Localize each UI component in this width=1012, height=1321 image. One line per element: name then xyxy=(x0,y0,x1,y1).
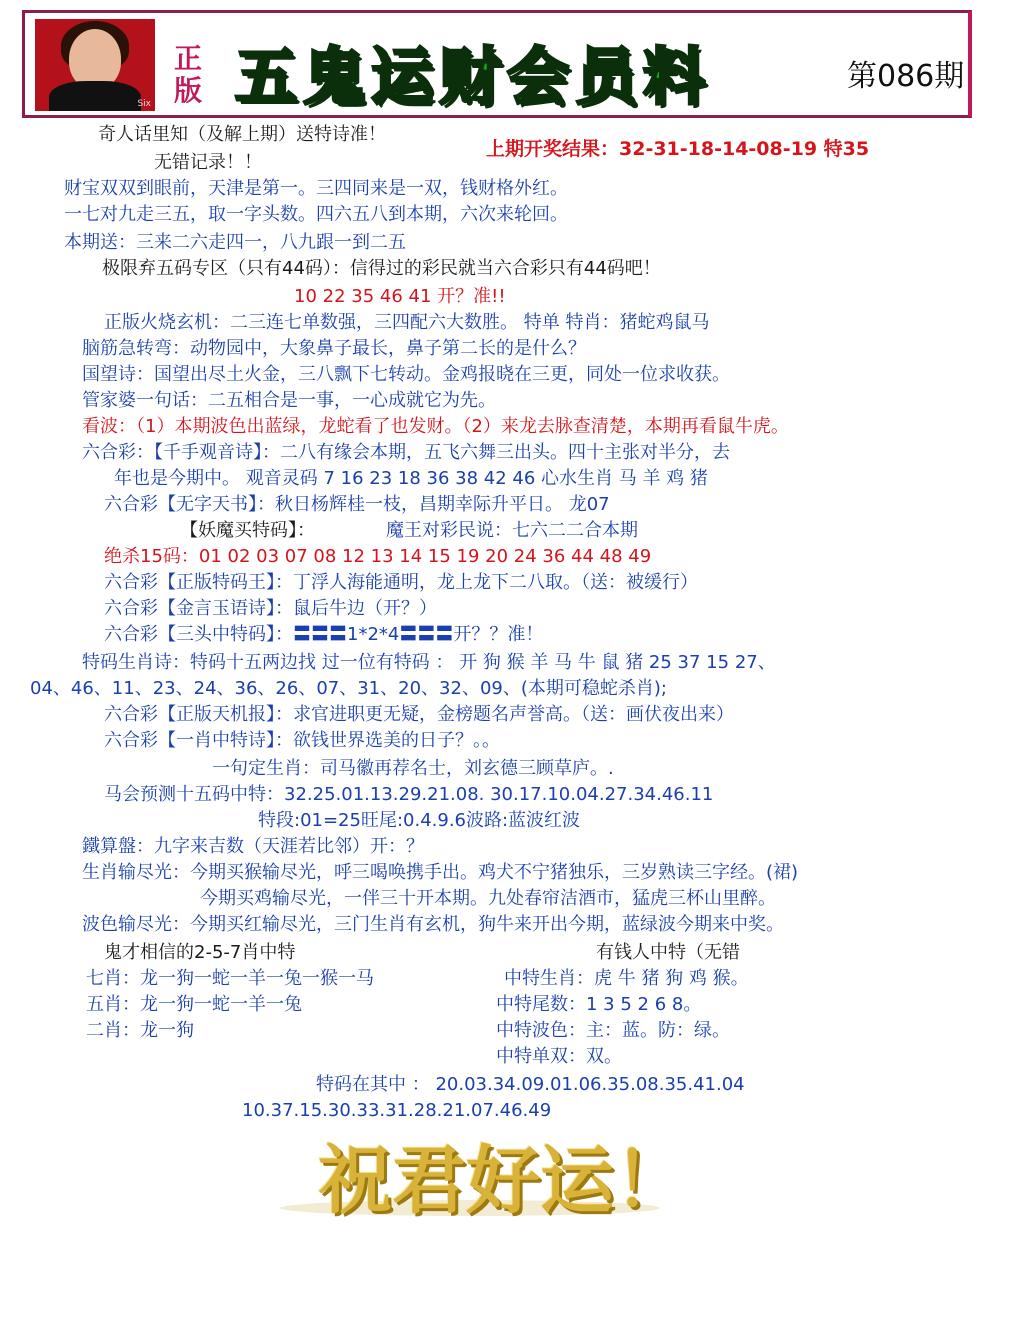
brain-teaser: 脑筋急转弯：动物园中，大象鼻子最长，鼻子第二长的是什么？ xyxy=(82,338,586,359)
one-sentence-zodiac: 一句定生肖：司马徽再荐名士，刘玄德三顾草庐。. xyxy=(212,758,614,779)
no-error-record: 无错记录！！ xyxy=(154,152,262,173)
special-code-list-1: 特码在其中 ： 20.03.34.09.01.06.35.08.35.41.04 xyxy=(316,1074,745,1095)
abandon-five-zone: 极限弃五码专区（只有44码）：信得过的彩民就当六合彩只有44码吧！ xyxy=(102,258,661,279)
special-zodiac: 中特生肖：虎 牛 猪 狗 鸡 猴。 xyxy=(504,968,749,989)
good-luck-blessing: 祝君好运！ xyxy=(318,1138,688,1224)
guanyin-poem-1: 六合彩：【千手观音诗】：二八有缘会本期，五飞六舞三出头。四十主张对半分，去 xyxy=(82,442,730,463)
rich-title: 有钱人中特（无错 xyxy=(596,942,740,963)
demon-buy-label: 【妖魔买特码】： xyxy=(180,520,315,541)
special-code-list-2: 10.37.15.30.33.31.28.21.07.46.49 xyxy=(242,1100,552,1121)
seven-zodiac: 七肖：龙一狗一蛇一羊一兔一猴一马 xyxy=(86,968,374,989)
five-zodiac: 五肖：龙一狗一蛇一羊一兔 xyxy=(86,994,302,1015)
wave-tip: 看波：（1）本期波色出蓝绿，龙蛇看了也发财。（2）来龙去脉查清楚，本期再看鼠牛虎。 xyxy=(82,416,789,437)
guowang-poem: 国望诗：国望出尽土火金，三八飘下七转动。金鸡报晓在三更，同处一位求收获。 xyxy=(82,364,730,385)
last-result: 上期开奖结果：32-31-18-14-08-19 特35 xyxy=(486,138,870,160)
three-head-code: 六合彩【三头中特码】：〓〓〓1*2*4〓〓〓开？？准！ xyxy=(104,624,544,645)
zodiac-poem-1: 特码生肖诗：特码十五两边找 过一位有特码 ： 开 狗 猴 羊 马 牛 鼠 猪 25 37 15 27、 xyxy=(82,652,776,673)
issue-number: 第086期 xyxy=(847,59,965,94)
special-tail: 中特尾数：1 3 5 2 6 8。 xyxy=(496,994,702,1015)
special-wave: 中特波色：主：蓝。防：绿。 xyxy=(496,1020,730,1041)
special-code-king: 六合彩【正版特码王】：丁浮人海能通明，龙上龙下二八取。（送：被缓行） xyxy=(104,572,698,593)
page-title: 五鬼运财会员料 xyxy=(235,40,712,113)
iron-abacus: 鐵算盤：九字来吉数（天涯若比邻）开：？ xyxy=(82,836,424,857)
portrait-body xyxy=(49,81,141,111)
two-zodiac: 二肖：龙一狗 xyxy=(86,1020,194,1041)
horse-club-forecast: 马会预测十五码中特：32.25.01.13.29.21.08. 30.17.10.04.27.34.46.11 xyxy=(104,784,714,805)
zodiac-lose-1: 生肖输尽光：今期买猴输尽光，呼三喝唤携手出。鸡犬不宁猪独乐，三岁熟读三字经。(裙) xyxy=(82,862,799,883)
special-segment: 特段:01=25旺尾:0.4.9.6波路:蓝波红波 xyxy=(258,810,581,831)
poem-line-1: 财宝双双到眼前，天津是第一。三四同来是一双，钱财格外红。 xyxy=(64,178,568,199)
poem-line-3: 本期送：三来二六走四一，八九跟一到二五 xyxy=(64,232,406,253)
special-odd-even: 中特单双：双。 xyxy=(496,1046,622,1067)
photo-signature: Six xyxy=(137,99,151,109)
wordless-book: 六合彩【无字天书】：秋日杨辉桂一枝，昌期幸际升平日。 龙07 xyxy=(104,494,610,515)
header-banner xyxy=(22,10,972,118)
heaven-report: 六合彩【正版天机报】：求官进职更无疑，金榜题名声誉高。（送：画伏夜出来） xyxy=(104,704,734,725)
one-zodiac-poem: 六合彩【一肖中特诗】：欲钱世界选美的日子？。。 xyxy=(104,730,500,751)
wave-lose: 波色输尽光：今期买红输尽光，三门生肖有玄机，狗牛来开出今期，蓝绿波今期来中奖。 xyxy=(82,914,784,935)
abandon-numbers: 10 22 35 46 41 开？准!! xyxy=(294,286,506,307)
kill-fifteen: 绝杀15码：01 02 03 07 08 12 13 14 15 19 20 24 36 44 48 49 xyxy=(104,546,652,567)
intro-line: 奇人话里知（及解上期）送特诗准！ xyxy=(98,124,386,145)
zodiac-poem-2: 04、46、11、23、24、36、26、07、31、20、32、09、(本期可稳蛇杀肖); xyxy=(30,678,667,699)
demon-buy-text: 魔王对彩民说：七六二二合本期 xyxy=(386,520,638,541)
guanyin-poem-2: 年也是今期中。 观音灵码 7 16 23 18 36 38 42 46 心水生肖 马 羊 鸡 猪 xyxy=(114,468,708,489)
zhengban-logo: 正版 xyxy=(173,42,202,107)
portrait-photo xyxy=(35,19,155,111)
portrait-face xyxy=(69,29,121,89)
housekeeper-saying: 管家婆一句话：二五相合是一事，一心成就它为先。 xyxy=(82,390,496,411)
poem-line-2: 一七对九走三五，取一字头数。四六五八到本期，六次来轮回。 xyxy=(64,204,568,225)
zodiac-lose-2: 今期买鸡输尽光，一伴三十开本期。九处春帘洁酒市，猛虎三杯山里醉。 xyxy=(200,888,776,909)
fire-riddle: 正版火烧玄机：二三连七单数强，三四配六大数胜。 特单 特肖：猪蛇鸡鼠马 xyxy=(104,312,710,333)
genius-257-title: 鬼才相信的2-5-7肖中特 xyxy=(104,942,296,963)
golden-words: 六合彩【金言玉语诗】：鼠后牛边（开？） xyxy=(104,598,437,619)
